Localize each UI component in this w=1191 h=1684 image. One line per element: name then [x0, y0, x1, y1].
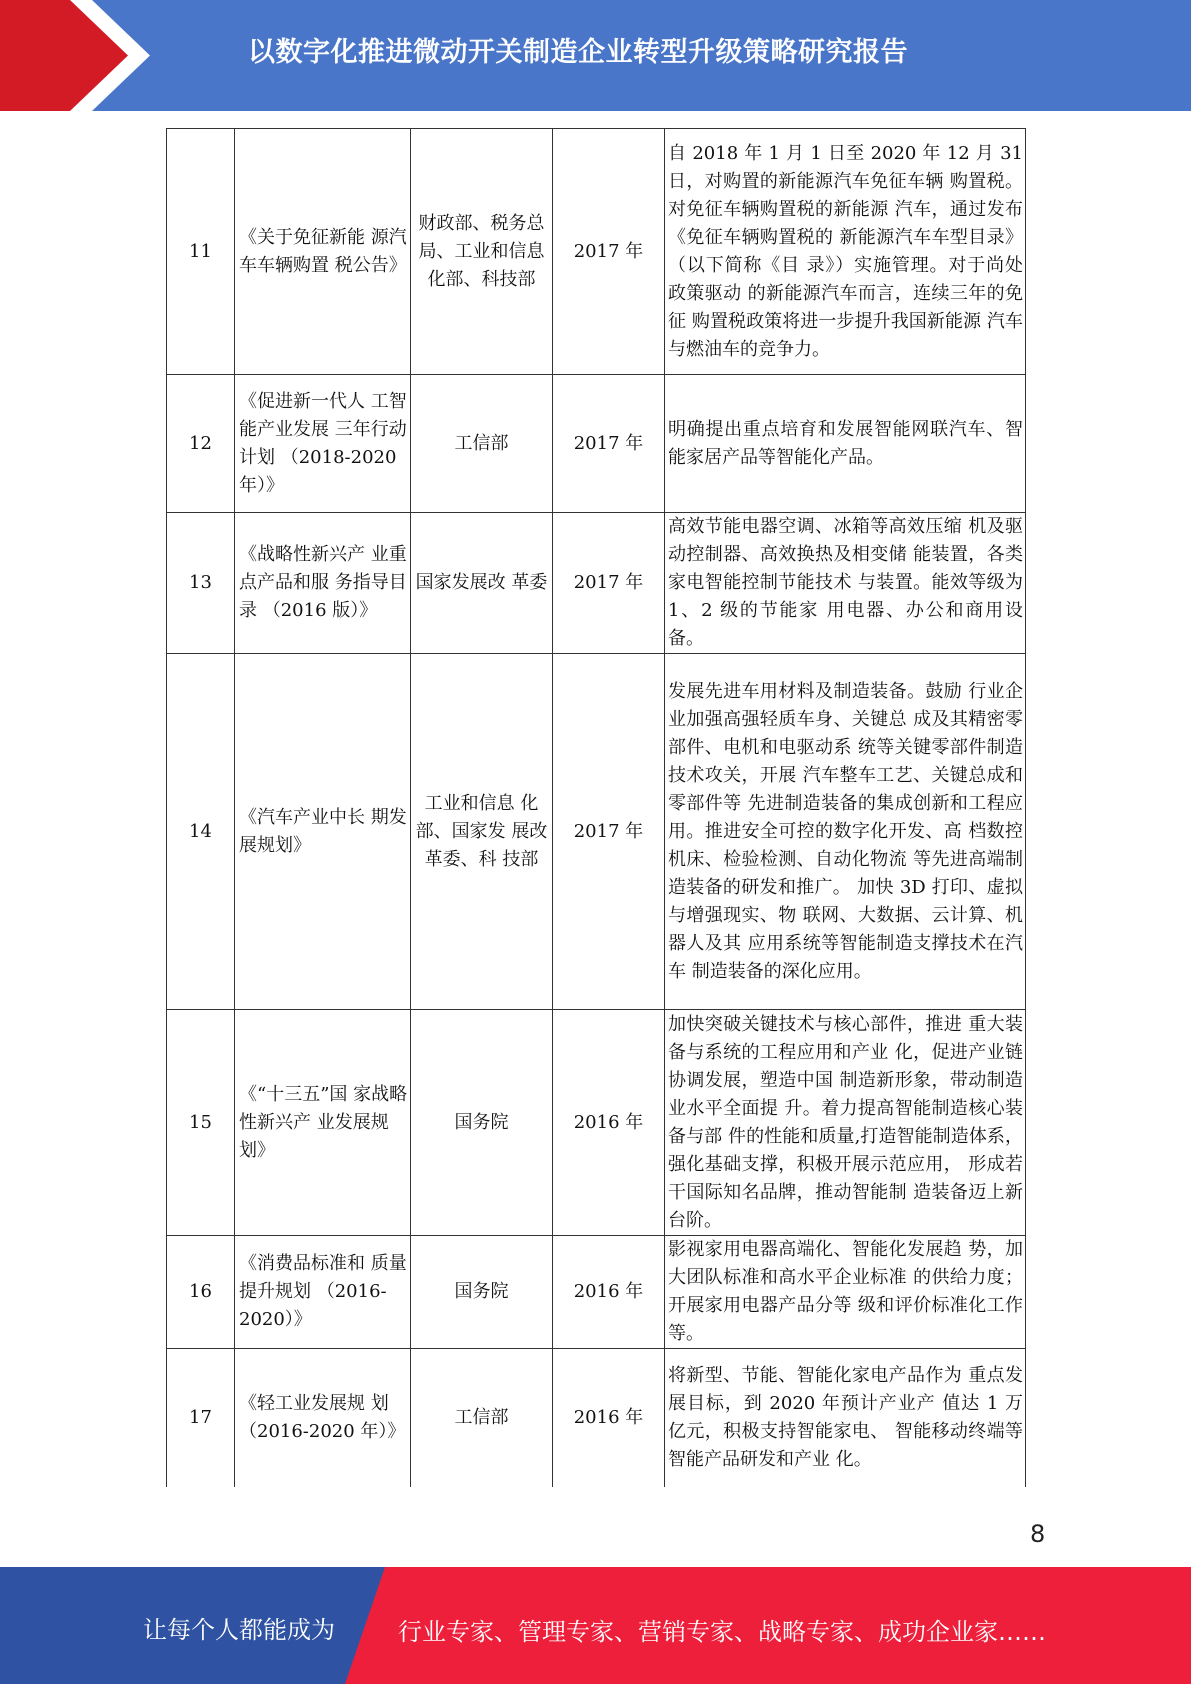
policy-table [166, 128, 1026, 1487]
issue-year: 2016 年 [553, 1236, 665, 1349]
row-number: 16 [167, 1236, 235, 1349]
row-number: 11 [167, 129, 235, 375]
header-arrow-icon [0, 0, 160, 111]
policy-content: 高效节能电器空调、冰箱等高效压缩 机及驱动控制器、高效换热及相变储 能装置，各类家电智能控制节能技术 与装置。能效等级为 1、2 级的节能家 用电器、办公和商用设备。 [665, 513, 1026, 654]
policy-name: 《促进新一代人 工智能产业发展 三年行动计划 （2018-2020 年）》 [235, 375, 411, 513]
footer-slogan-right: 行业专家、管理专家、营销专家、战略专家、成功企业家…… [398, 1618, 1046, 1646]
policy-content: 明确提出重点培育和发展智能网联汽车、智能家居产品等智能化产品。 [665, 375, 1026, 513]
issue-year: 2017 年 [553, 375, 665, 513]
issuing-department: 财政部、税务总局、工业和信息化部、科技部 [411, 129, 553, 375]
header-band [0, 0, 1191, 111]
report-title: 以数字化推进微动开关制造企业转型升级策略研究报告 [248, 37, 908, 68]
policy-content: 发展先进车用材料及制造装备。鼓励 行业企业加强高强轻质车身、关键总 成及其精密零部件、电机和电驱动系 统等关键零部件制造技术攻关，开展 汽车整车工艺、关键总成和零部件等 先进制造装备的集成创新和工程应 用。推进安全可控的数字化开发、高 档数控机床、检验检测、自动化物流 等先进高端制造装备的研发和推广。 加快 3D 打印、虚拟与增强现实、物 联网、大数据、云计算、机器人及其 应用系统等智能制造支撑技术在汽车 制造装备的深化应用。 [665, 654, 1026, 1010]
row-number: 15 [167, 1010, 235, 1236]
table-row [167, 1010, 1026, 1236]
policy-content: 影视家用电器高端化、智能化发展趋 势，加大团队标准和高水平企业标准 的供给力度；开展家用电器产品分等 级和评价标准化工作等。 [665, 1236, 1026, 1349]
table-row [167, 654, 1026, 1010]
row-number: 14 [167, 654, 235, 1010]
policy-content: 将新型、节能、智能化家电产品作为 重点发展目标，到 2020 年预计产业产 值达 1 万亿元，积极支持智能家电、 智能移动终端等智能产品研发和产业 化。 [665, 1349, 1026, 1487]
policy-name: 《消费品标准和 质量提升规划 （2016-2020）》 [235, 1236, 411, 1349]
issuing-department: 工业和信息 化部、国家发 展改革委、科 技部 [411, 654, 553, 1010]
row-number: 17 [167, 1349, 235, 1487]
policy-content: 加快突破关键技术与核心部件，推进 重大装备与系统的工程应用和产业 化，促进产业链协调发展，塑造中国 制造新形象，带动制造业水平全面提 升。着力提高智能制造核心装备与部 件的性能和质量,打造智能制造体系，强化基础支撑，积极开展示范应用， 形成若干国际知名品牌，推动智能制 造装备迈上新台阶。 [665, 1010, 1026, 1236]
footer-slogan-left: 让每个人都能成为 [143, 1616, 335, 1644]
issue-year: 2016 年 [553, 1010, 665, 1236]
row-number: 12 [167, 375, 235, 513]
policy-name: 《轻工业发展规 划（2016-2020 年）》 [235, 1349, 411, 1487]
issuing-department: 国务院 [411, 1010, 553, 1236]
table-row [167, 513, 1026, 654]
issuing-department: 工信部 [411, 375, 553, 513]
page-number: 8 [1030, 1520, 1046, 1548]
table-row [167, 1349, 1026, 1487]
row-number: 13 [167, 513, 235, 654]
issue-year: 2017 年 [553, 654, 665, 1010]
table-row [167, 1236, 1026, 1349]
issue-year: 2016 年 [553, 1349, 665, 1487]
footer-band [0, 1567, 1191, 1684]
policy-name: 《关于免征新能 源汽车车辆购置 税公告》 [235, 129, 411, 375]
policy-name: 《战略性新兴产 业重点产品和服 务指导目录 （2016 版）》 [235, 513, 411, 654]
table-row [167, 129, 1026, 375]
policy-name: 《“十三五”国 家战略性新兴产 业发展规划》 [235, 1010, 411, 1236]
policy-name: 《汽车产业中长 期发展规划》 [235, 654, 411, 1010]
issuing-department: 工信部 [411, 1349, 553, 1487]
policy-content: 自 2018 年 1 月 1 日至 2020 年 12 月 31 日，对购置的新能源汽车免征车辆 购置税。对免征车辆购置税的新能源 汽车，通过发布《免征车辆购置税的 新能源汽车车型目录》（以下简称《目 录》）实施管理。对于尚处政策驱动 的新能源汽车而言，连续三年的免征 购置税政策将进一步提升我国新能源 汽车与燃油车的竞争力。 [665, 129, 1026, 375]
table-row [167, 375, 1026, 513]
issuing-department: 国务院 [411, 1236, 553, 1349]
issue-year: 2017 年 [553, 513, 665, 654]
issuing-department: 国家发展改 革委 [411, 513, 553, 654]
issue-year: 2017 年 [553, 129, 665, 375]
